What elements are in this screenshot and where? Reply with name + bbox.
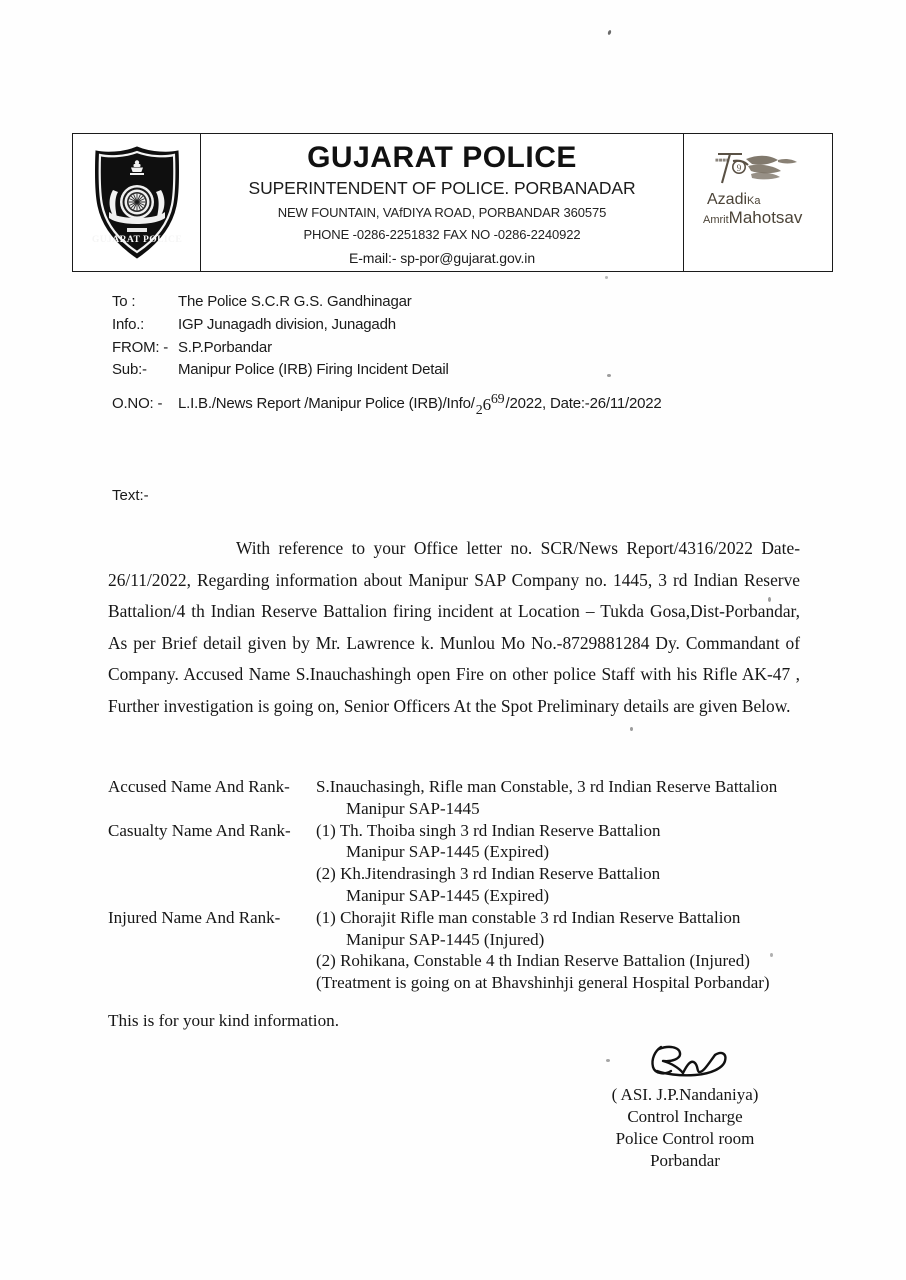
azadi-line-1 <box>707 192 813 208</box>
detail-line: Manipur SAP-1445 (Expired) <box>346 842 550 862</box>
addressing-value-to: The Police S.C.R G.S. Gandhinagar <box>178 293 412 310</box>
letterhead-logo-cell <box>73 134 201 271</box>
letterhead-text-cell <box>201 134 684 271</box>
addressing-value-info: IGP Junagadh division, Junagadh <box>178 315 396 333</box>
addressing-row-subject <box>112 359 812 382</box>
gujarat-police-emblem-icon <box>85 144 189 262</box>
detail-row-casualty <box>108 820 814 907</box>
org-subtitle: SUPERINTENDENT OF POLICE. PORBANADAR <box>248 177 636 198</box>
azadi-ka-amrit-mahotsav-badge <box>703 148 813 226</box>
detail-line: (1) Th. Thoiba singh 3 rd Indian Reserve Battalion <box>316 820 661 840</box>
addressing-label-to: To : <box>112 293 136 310</box>
scan-speck <box>630 727 633 731</box>
order-number-handwritten: $_26^{69}$ <box>475 392 505 418</box>
detail-values-injured <box>316 907 814 994</box>
order-number-row <box>112 392 662 418</box>
addressing-row-from <box>112 337 812 360</box>
detail-label-accused: Accused Name And Rank- <box>108 777 290 796</box>
addressing-label-from: FROM: - <box>112 338 169 356</box>
detail-line: (2) Kh.Jitendrasingh 3 rd Indian Reserve Battalion <box>316 864 661 884</box>
org-email: E-mail:- sp-por@gujarat.gov.in <box>348 249 536 266</box>
signature-block <box>560 1041 810 1172</box>
detail-values-accused <box>316 776 814 820</box>
detail-row-accused <box>108 776 814 820</box>
addressing-block <box>112 291 812 382</box>
addressing-value-from: S.P.Porbandar <box>178 338 272 356</box>
order-number-suffix: /2022, Date:-26/11/2022 <box>505 395 662 412</box>
detail-line: Manipur SAP-1445 (Injured) <box>346 929 545 949</box>
letterhead-box <box>72 133 833 272</box>
azadi-word-azadi: Azadi <box>707 191 748 208</box>
signatory-place: Porbandar <box>650 1151 720 1170</box>
azadi-word-mahotsav: Mahotsav <box>728 208 803 227</box>
detail-label-injured: Injured Name And Rank- <box>108 907 281 927</box>
addressing-label-info: Info.: <box>112 315 145 333</box>
signatory-name: ( ASI. J.P.Nandaniya) <box>611 1085 759 1104</box>
svg-text:9: 9 <box>736 163 742 173</box>
detail-row-injured <box>108 907 814 994</box>
azadi-75-flag-icon <box>709 148 813 190</box>
detail-line: (2) Rohikana, Constable 4 th Indian Reserve Battalion (Injured) <box>316 951 750 971</box>
signatory-office: Police Control room <box>615 1129 755 1148</box>
detail-line: (1) Chorajit Rifle man constable 3 rd Indian Reserve Battalion <box>316 907 741 927</box>
scan-speck <box>605 276 608 279</box>
letterhead-badge-cell <box>684 134 832 271</box>
detail-line: (Treatment is going on at Bhavshinhji general Hospital Porbandar) <box>316 973 770 993</box>
signatory-designation: Control Incharge <box>627 1107 743 1126</box>
body-paragraph: With reference to your Office letter no. SCR/News Report/4316/2022 Date-26/11/2022, Regarding information about Manipur SAP Company no. 1445, 3 rd Indian Reserve Battalion/4 th Indian Reserve Battalion firing incident at Location – Tukda Gosa,Dist-Porbandar, As per Brief detail given by Mr. Lawrence k. Munlou Mo No.-8729881284 Dy. Commandant of Company. Accused Name S.Inauchashingh open Fire on other police Staff with his Rifle AK-47 , Further investigation is going on, Senior Officers At the Spot Preliminary details are given Below. <box>108 538 800 716</box>
azadi-word-ka: Ka <box>747 195 761 207</box>
handwritten-signature-icon <box>625 1041 745 1081</box>
addressing-value-subject: Manipur Police (IRB) Firing Incident Detail <box>178 361 449 379</box>
incident-details-list <box>108 776 814 994</box>
svg-text:GUJARAT POLICE: GUJARAT POLICE <box>91 233 182 245</box>
svg-text:■■■■: ■■■■ <box>715 158 730 164</box>
azadi-word-amrit: Amrit <box>703 214 729 226</box>
detail-line: Manipur SAP-1445 (Expired) <box>346 885 550 905</box>
scan-speck <box>607 30 612 36</box>
addressing-label-subject: Sub:- <box>112 361 147 379</box>
azadi-line-2 <box>703 209 813 226</box>
addressing-row-to <box>112 291 812 314</box>
addressing-row-info <box>112 314 812 337</box>
detail-line: Manipur SAP-1445 <box>346 798 480 818</box>
text-label: Text:- <box>112 487 149 504</box>
detail-line: S.Inauchasingh, Rifle man Constable, 3 rd Indian Reserve Battalion <box>316 777 778 796</box>
detail-label-casualty: Casualty Name And Rank- <box>108 820 291 840</box>
closing-line: This is for your kind information. <box>108 1011 340 1030</box>
order-number-prefix: L.I.B./News Report /Manipur Police (IRB)/Info/ <box>178 395 475 412</box>
org-title: GUJARAT POLICE <box>307 141 577 174</box>
org-phone-fax: PHONE -0286-2251832 FAX NO -0286-2240922 <box>303 226 581 242</box>
order-number-label: O.NO: - <box>112 395 163 412</box>
detail-values-casualty <box>316 820 814 907</box>
org-address: NEW FOUNTAIN, VAfDIYA ROAD, PORBANDAR 360575 <box>277 204 607 220</box>
